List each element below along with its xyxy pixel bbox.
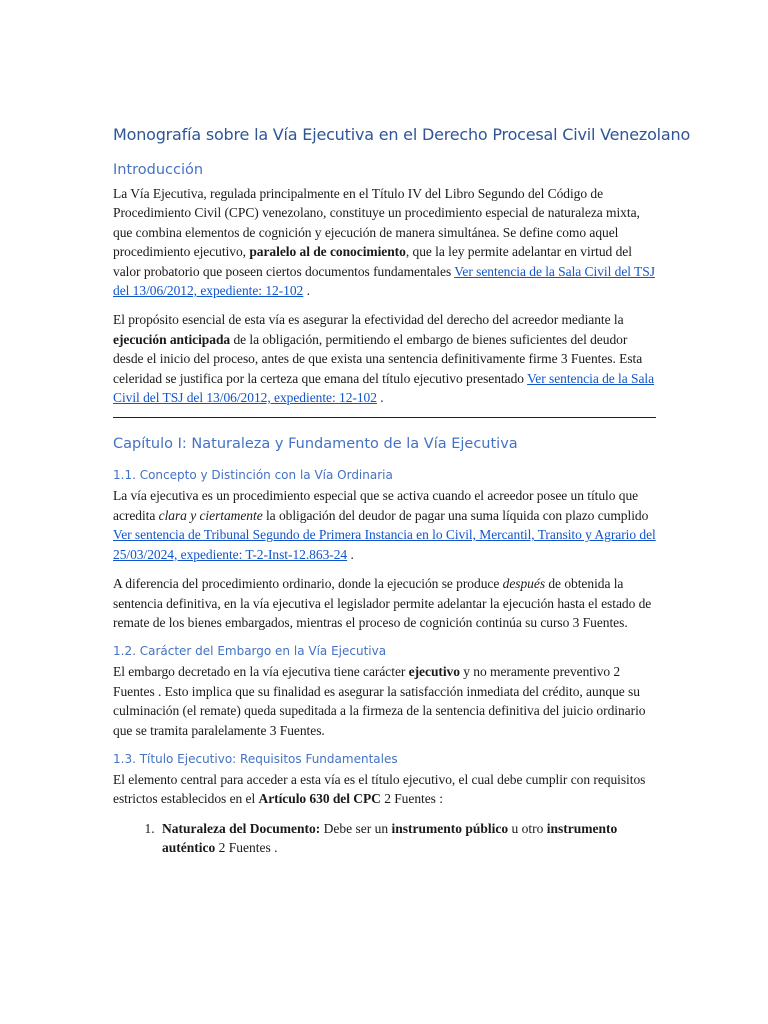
bold-text: ejecución anticipada xyxy=(113,331,231,347)
section-1-1-paragraph-1: La vía ejecutiva es un procedimiento especial que se activa cuando el acreedor posee un título que acredita clara y ciertamente la obligación del deudor de pagar una suma líquida con plazo cumplido Ver sentencia de Tribunal Segundo de Primera Instancia en lo Civil, Mercantil, Transito y Agrario del 25/03/2024, expediente: T-2-Inst-12.863-24 . xyxy=(113,488,656,562)
list-item: 1. Naturaleza del Documento: Debe ser un instrumento público u otro instrumento auténtico 2 Fuentes . xyxy=(158,819,658,858)
italic-text: clara y ciertamente xyxy=(158,507,263,523)
document-title: Monografía sobre la Vía Ejecutiva en el Derecho Procesal Civil Venezolano xyxy=(113,125,691,144)
section-1-1-paragraph-2: A diferencia del procedimiento ordinario, donde la ejecución se produce después de obtenida la sentencia definitiva, en la vía ejecutiva el legislador permite adelantar la ejecución hasta el estado de remate de los bienes embargados, mientras el proceso de cognición continúa su curso 3 Fuentes. xyxy=(113,576,652,630)
sentence-link[interactable]: Ver sentencia de Tribunal Segundo de Primera Instancia en lo Civil, Mercantil, Transito y Agrario del 25/03/2024, expediente: T-2-Inst-12.863-24 xyxy=(113,527,656,562)
intro-paragraph-1: La Vía Ejecutiva, regulada principalmente en el Título IV del Libro Segundo del Código de Procedimiento Civil (CPC) venezolano, constituye un procedimiento especial de naturaleza mixta, que combina elementos de cognición y ejecución de manera simultánea. Se define como aquel procedimiento ejecutivo, paralelo al de conocimiento, que la ley permite adelantar en virtud del valor probatorio que poseen ciertos documentos fundamentales Ver sentencia de la Sala Civil del TSJ del 13/06/2012, expediente: 12-102 . xyxy=(113,186,655,299)
section-divider xyxy=(113,417,656,418)
italic-text: después xyxy=(502,576,546,592)
bold-text: Artículo 630 del CPC xyxy=(258,791,381,807)
intro-heading: Introducción xyxy=(113,162,204,178)
bold-text: ejecutivo xyxy=(408,664,460,680)
section-1-3-paragraph-1: El elemento central para acceder a esta vía es el título ejecutivo, el cual debe cumplir con requisitos estrictos establecidos en el Artículo 630 del CPC 2 Fuentes : xyxy=(113,771,646,807)
sentence-link[interactable]: Ver sentencia de la Sala Civil del TSJ del 13/06/2012, expediente: 12-102 xyxy=(113,370,655,406)
document-body xyxy=(113,124,691,858)
requirements-list xyxy=(113,819,658,858)
section-1-2-paragraph-1: El embargo decretado en la vía ejecutiva tiene carácter ejecutivo y no meramente preventivo 2 Fuentes . Esto implica que su finalidad es asegurar la satisfacción inmediata del crédito, aunque su culminación (el remate) queda supeditada a la firmeza de la sentencia definitiva del juicio ordinario que se tramita paralelamente 3 Fuentes. xyxy=(113,664,646,738)
sentence-link[interactable]: Ver sentencia de la Sala Civil del TSJ del 13/06/2012, expediente: 12-102 xyxy=(113,263,655,299)
intro-paragraph-2: El propósito esencial de esta vía es asegurar la efectividad del derecho del acreedor mediante la ejecución anticipada de la obligación, permitiendo el embargo de bienes suficientes del deudor desde el inicio del proceso, antes de que exista una sentencia definitivamente firme 3 Fuentes. Esta celeridad se justifica por la certeza que emana del título ejecutivo presentado Ver sentencia de la Sala Civil del TSJ del 13/06/2012, expediente: 12-102 . xyxy=(113,312,655,406)
bold-text: paralelo al de conocimiento xyxy=(249,244,406,260)
chapter-1-heading: Capítulo I: Naturaleza y Fundamento de la Vía Ejecutiva xyxy=(113,436,518,453)
section-1-1-heading: 1.1. Concepto y Distinción con la Vía Ordinaria xyxy=(113,468,393,483)
section-1-3-heading: 1.3. Título Ejecutivo: Requisitos Fundamentales xyxy=(113,751,398,766)
section-1-2-heading: 1.2. Carácter del Embargo en la Vía Ejecutiva xyxy=(113,644,387,659)
